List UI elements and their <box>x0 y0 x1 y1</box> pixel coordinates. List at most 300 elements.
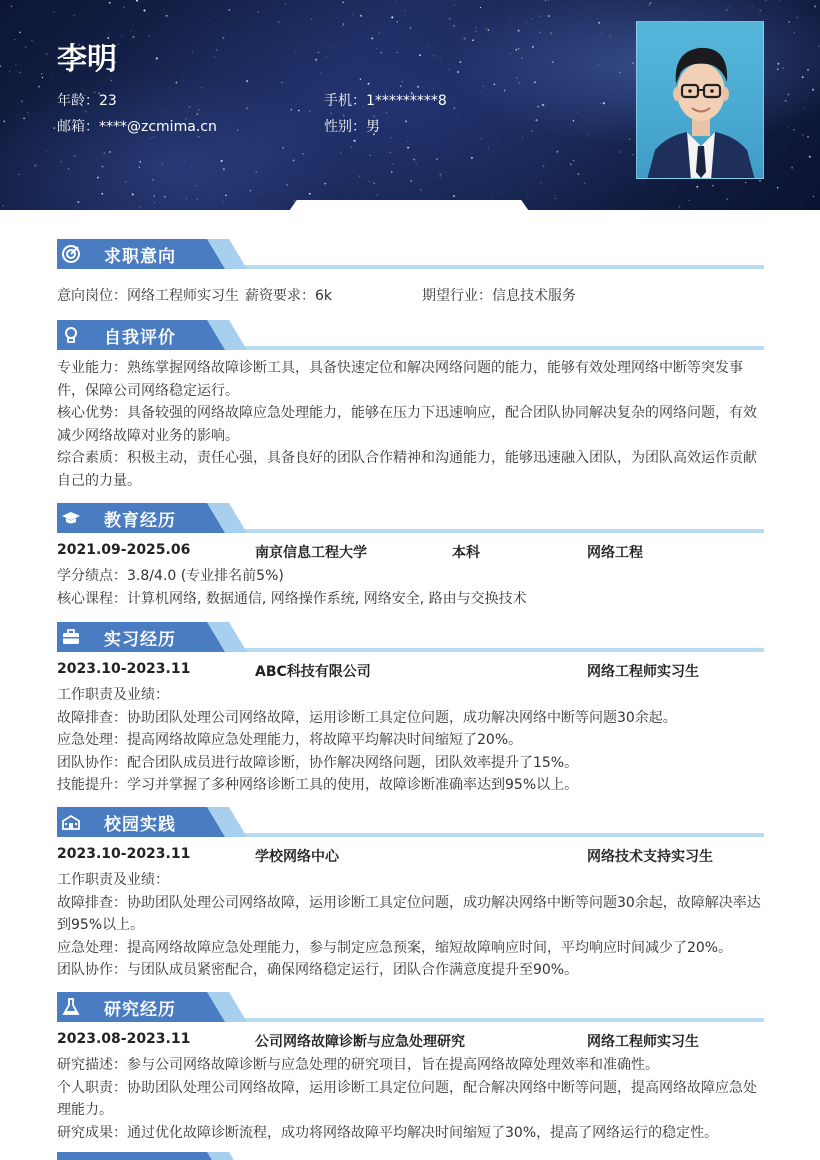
text-line: 故障排查：协助团队处理公司网络故障，运用诊断工具定位问题，成功解决网络中断等问题30余起。 <box>57 709 677 726</box>
school-building-icon <box>61 812 81 832</box>
star-dot <box>801 206 802 207</box>
star-dot <box>380 52 382 54</box>
star-dot <box>15 64 16 66</box>
section-title: 实习经历 <box>104 630 176 650</box>
text-line: 技能提升：学习并掌握了多种网络诊断工具的使用，故障诊断准确率达到95%以上。 <box>57 777 579 793</box>
star-dot <box>392 163 393 164</box>
star-dot <box>453 25 455 27</box>
star-dot <box>27 112 29 114</box>
text-line: 自己的力量。 <box>57 472 141 489</box>
header-notch-decoration <box>287 200 531 214</box>
star-dot <box>266 99 267 100</box>
star-dot <box>541 182 542 183</box>
star-dot <box>38 86 40 88</box>
star-dot <box>101 193 103 195</box>
star-dot <box>102 166 104 168</box>
star-dot <box>321 73 322 74</box>
star-dot <box>556 151 558 153</box>
star-dot <box>9 71 11 73</box>
research-role: 网络工程师实习生 <box>587 1034 699 1050</box>
intent-position: 意向岗位：网络工程师实习生 <box>57 288 239 304</box>
star-dot <box>196 113 198 115</box>
star-dot <box>515 49 517 51</box>
star-dot <box>46 53 47 54</box>
star-dot <box>397 21 398 22</box>
star-dot <box>25 46 27 48</box>
star-dot <box>797 60 798 61</box>
star-dot <box>360 79 361 80</box>
star-dot <box>511 18 512 19</box>
star-dot <box>331 112 332 113</box>
star-dot <box>354 140 356 142</box>
star-dot <box>539 183 540 184</box>
star-dot <box>410 27 412 29</box>
star-dot <box>390 152 391 153</box>
star-dot <box>794 32 795 33</box>
star-dot <box>582 141 583 142</box>
star-dot <box>214 197 215 198</box>
star-dot <box>186 198 187 199</box>
star-dot <box>491 197 492 198</box>
star-dot <box>464 38 466 40</box>
star-dot <box>600 103 601 104</box>
campus-details <box>57 869 764 982</box>
star-dot <box>271 6 272 7</box>
star-dot <box>293 159 295 161</box>
section-header-education <box>57 503 764 537</box>
star-dot <box>517 77 518 78</box>
age-value: 23 <box>99 93 117 109</box>
star-dot <box>584 183 585 184</box>
star-dot <box>483 86 484 87</box>
star-dot <box>148 35 150 37</box>
person-portrait-icon <box>637 22 764 179</box>
star-dot <box>315 59 317 61</box>
star-dot <box>454 107 456 109</box>
star-dot <box>226 74 227 75</box>
star-dot <box>150 138 151 139</box>
star-dot <box>818 46 819 47</box>
star-dot <box>793 129 794 130</box>
star-dot <box>727 199 728 200</box>
star-dot <box>807 136 809 138</box>
star-dot <box>223 37 225 39</box>
star-dot <box>476 30 477 31</box>
star-dot <box>573 120 574 121</box>
star-dot <box>445 5 446 6</box>
star-dot <box>226 123 227 124</box>
text-line: 应急处理：提高网络故障应急处理能力，将故障平均解决时间缩短了20%。 <box>57 732 523 748</box>
star-dot <box>291 109 292 110</box>
star-dot <box>376 194 378 196</box>
star-dot <box>143 9 145 11</box>
star-dot <box>68 168 69 169</box>
star-dot <box>52 74 53 75</box>
section-title: 教育经历 <box>104 511 176 531</box>
star-dot <box>545 0 546 1</box>
star-dot <box>807 69 809 71</box>
education-school: 南京信息工程大学 <box>255 545 367 561</box>
star-dot <box>407 141 408 142</box>
star-dot <box>183 73 184 74</box>
star-dot <box>202 158 203 159</box>
star-dot <box>522 137 523 138</box>
star-dot <box>298 110 300 112</box>
star-dot <box>440 177 441 178</box>
star-dot <box>97 177 99 179</box>
star-dot <box>405 120 407 122</box>
star-dot <box>555 195 556 196</box>
star-dot <box>420 189 422 191</box>
section-title: 研究经历 <box>104 1000 176 1020</box>
star-dot <box>324 183 326 185</box>
star-dot <box>156 57 158 59</box>
star-dot <box>788 127 789 128</box>
star-dot <box>400 61 401 62</box>
star-dot <box>347 73 348 74</box>
star-dot <box>648 5 649 6</box>
star-dot <box>765 0 766 1</box>
star-dot <box>139 206 140 207</box>
education-details <box>57 565 764 610</box>
star-dot <box>572 171 573 172</box>
star-dot <box>166 15 168 17</box>
star-dot <box>535 119 537 121</box>
star-dot <box>47 42 48 43</box>
star-dot <box>278 21 280 23</box>
star-dot <box>777 187 779 189</box>
star-dot <box>109 151 110 152</box>
star-dot <box>609 35 611 37</box>
star-dot <box>154 202 155 203</box>
star-dot <box>433 88 434 89</box>
star-dot <box>619 72 621 74</box>
star-dot <box>508 21 509 22</box>
star-dot <box>164 110 165 111</box>
star-dot <box>537 106 539 108</box>
star-dot <box>309 193 311 195</box>
lightbulb-icon <box>61 325 81 345</box>
star-dot <box>480 92 481 93</box>
text-line: 工作职责及业绩： <box>57 872 169 888</box>
star-dot <box>228 9 230 11</box>
star-dot <box>577 173 579 175</box>
star-dot <box>433 55 434 56</box>
star-dot <box>632 154 634 156</box>
star-dot <box>214 57 215 58</box>
star-dot <box>139 166 140 167</box>
star-dot <box>391 171 392 172</box>
text-line: 应急处理：提高网络故障应急处理能力，参与制定应急预案，缩短故障响应时间，平均响应时间减少了20%。 <box>57 939 733 956</box>
star-dot <box>286 184 288 186</box>
research-details <box>57 1054 764 1144</box>
campus-role: 网络技术支持实习生 <box>587 849 713 865</box>
star-dot <box>237 129 238 130</box>
star-dot <box>539 32 541 34</box>
star-dot <box>62 23 63 24</box>
star-dot <box>472 39 474 41</box>
text-line: 到95%以上。 <box>57 917 145 933</box>
star-dot <box>760 10 762 12</box>
star-dot <box>779 159 780 160</box>
star-dot <box>500 80 501 81</box>
star-dot <box>169 148 170 149</box>
star-dot <box>777 63 779 65</box>
target-icon <box>61 244 81 264</box>
star-dot <box>475 27 476 28</box>
star-dot <box>804 108 805 109</box>
star-dot <box>352 14 353 15</box>
section-title: 自我评价 <box>104 328 176 348</box>
star-dot <box>152 179 153 180</box>
star-dot <box>405 10 406 11</box>
star-dot <box>164 196 165 197</box>
star-dot <box>427 47 428 48</box>
star-dot <box>449 18 451 20</box>
star-dot <box>11 51 12 52</box>
section-header-research <box>57 992 764 1026</box>
star-dot <box>118 44 119 45</box>
section-band-accent <box>207 1152 247 1160</box>
star-dot <box>526 22 527 23</box>
star-dot <box>386 112 388 114</box>
star-dot <box>550 33 551 34</box>
star-dot <box>480 138 481 139</box>
star-dot <box>288 73 289 74</box>
star-dot <box>650 2 652 4</box>
star-dot <box>31 40 33 42</box>
header-banner <box>0 0 820 210</box>
text-line: 学分绩点：3.8/4.0 (专业排名前5%) <box>57 568 284 584</box>
star-dot <box>631 152 632 153</box>
star-dot <box>689 200 690 201</box>
email-value: ****@zcmima.cn <box>99 119 217 135</box>
star-dot <box>283 132 284 133</box>
star-dot <box>518 30 520 32</box>
star-dot <box>368 83 370 85</box>
section-title: 求职意向 <box>104 247 176 267</box>
star-dot <box>534 81 536 83</box>
star-dot <box>802 134 803 135</box>
star-dot <box>73 15 75 17</box>
star-dot <box>543 165 545 167</box>
star-dot <box>448 69 449 70</box>
star-dot <box>360 15 362 17</box>
star-dot <box>410 180 412 182</box>
star-dot <box>488 29 490 31</box>
star-dot <box>453 195 455 197</box>
star-dot <box>598 22 600 24</box>
star-dot <box>326 56 327 57</box>
star-dot <box>674 189 675 190</box>
star-dot <box>138 8 139 9</box>
star-dot <box>342 2 343 3</box>
section-header-campus <box>57 807 764 841</box>
star-dot <box>555 198 556 199</box>
star-dot <box>402 81 403 82</box>
star-dot <box>433 198 434 199</box>
gender-value: 男 <box>366 119 380 135</box>
star-dot <box>246 107 248 109</box>
campus-period: 2023.10-2023.11 <box>57 846 191 862</box>
star-dot <box>814 5 816 7</box>
star-dot <box>803 1 804 2</box>
star-dot <box>0 65 1 67</box>
star-dot <box>519 82 521 84</box>
star-dot <box>501 193 502 194</box>
star-dot <box>240 26 241 27</box>
star-dot <box>584 91 585 92</box>
star-dot <box>325 40 326 41</box>
star-dot <box>548 0 549 1</box>
star-dot <box>799 37 800 38</box>
star-dot <box>153 195 155 197</box>
star-dot <box>632 62 633 63</box>
star-dot <box>745 182 746 183</box>
star-dot <box>281 82 282 83</box>
star-dot <box>191 166 192 167</box>
star-dot <box>223 168 225 170</box>
star-dot <box>41 73 42 74</box>
star-dot <box>419 54 421 56</box>
star-dot <box>459 61 461 63</box>
star-dot <box>216 49 218 51</box>
star-dot <box>125 181 126 182</box>
star-dot <box>19 174 20 175</box>
star-dot <box>23 118 25 120</box>
section-header-next-partial <box>57 1152 764 1160</box>
star-dot <box>548 15 550 17</box>
star-dot <box>532 46 534 48</box>
email-label: 邮箱： <box>57 119 99 135</box>
star-dot <box>42 77 43 78</box>
star-dot <box>198 109 199 110</box>
star-dot <box>302 153 303 154</box>
star-dot <box>395 2 396 3</box>
education-degree: 本科 <box>452 545 480 561</box>
star-dot <box>494 84 496 86</box>
star-dot <box>153 137 154 138</box>
star-dot <box>262 192 263 193</box>
education-period: 2021.09-2025.06 <box>57 542 191 558</box>
star-dot <box>136 91 137 92</box>
gender-label: 性别： <box>324 119 366 135</box>
star-dot <box>712 185 714 187</box>
star-dot <box>416 164 417 165</box>
star-dot <box>359 175 360 176</box>
text-line: 理能力。 <box>57 1102 113 1118</box>
star-dot <box>122 184 123 185</box>
star-dot <box>225 195 227 197</box>
phone-value: 1*********8 <box>366 93 447 109</box>
star-dot <box>133 36 135 38</box>
campus-org: 学校网络中心 <box>255 849 339 865</box>
star-dot <box>295 52 296 53</box>
star-dot <box>215 149 216 150</box>
star-dot <box>192 51 193 52</box>
star-dot <box>195 185 196 186</box>
star-dot <box>504 90 505 91</box>
star-dot <box>391 16 393 18</box>
text-line: 团队协作：与团队成员紧密配合，确保网络稳定运行，团队合作满意度提升至90%。 <box>57 962 579 978</box>
section-header-self-evaluation <box>57 320 764 354</box>
star-dot <box>311 18 312 19</box>
star-dot <box>370 155 371 156</box>
star-dot <box>67 30 68 31</box>
star-dot <box>552 61 554 63</box>
star-dot <box>457 71 459 73</box>
star-dot <box>111 80 113 82</box>
star-dot <box>309 111 310 112</box>
star-dot <box>376 48 377 49</box>
phone-field <box>324 90 447 110</box>
star-dot <box>400 85 401 86</box>
star-dot <box>20 72 21 73</box>
star-dot <box>256 171 257 172</box>
internship-details <box>57 684 764 797</box>
star-dot <box>417 86 419 88</box>
star-dot <box>413 159 414 160</box>
star-dot <box>789 21 790 22</box>
star-dot <box>488 148 489 149</box>
star-dot <box>532 18 533 19</box>
star-dot <box>34 164 36 166</box>
star-dot <box>203 101 204 102</box>
star-dot <box>791 167 793 169</box>
star-dot <box>11 6 12 7</box>
star-dot <box>19 32 21 34</box>
text-line: 核心课程：计算机网络, 数据通信, 网络操作系统, 网络安全, 路由与交换技术 <box>57 590 527 607</box>
star-dot <box>402 118 403 119</box>
intent-salary: 薪资要求：6k <box>245 288 333 304</box>
star-dot <box>341 113 342 114</box>
star-dot <box>250 190 251 191</box>
star-dot <box>14 39 15 40</box>
star-dot <box>246 80 248 82</box>
phone-label: 手机： <box>324 93 366 109</box>
star-dot <box>352 193 353 194</box>
star-dot <box>620 151 621 152</box>
star-dot <box>601 33 602 34</box>
email-field <box>57 116 217 136</box>
star-dot <box>109 2 111 4</box>
star-dot <box>208 99 209 100</box>
star-dot <box>343 23 344 24</box>
star-dot <box>74 155 76 157</box>
star-dot <box>777 68 779 70</box>
briefcase-icon <box>61 627 81 647</box>
star-dot <box>802 76 804 78</box>
star-dot <box>253 99 254 100</box>
text-line: 综合素质：积极主动，责任心强，具备良好的团队合作精神和沟通能力，能够迅速融入团队，为团队高效运作贡献 <box>57 450 757 466</box>
star-dot <box>176 82 178 84</box>
star-dot <box>497 138 498 139</box>
internship-role: 网络工程师实习生 <box>587 664 699 680</box>
candidate-name: 李明 <box>57 42 117 77</box>
star-dot <box>538 15 539 16</box>
star-dot <box>597 64 598 65</box>
intent-industry: 期望行业：信息技术服务 <box>422 288 576 304</box>
star-dot <box>779 0 780 1</box>
text-line: 核心优势：具备较强的网络故障应急处理能力，能够在压力下迅速响应，配合团队协同解决复杂的网络问题，有效 <box>57 405 757 421</box>
star-dot <box>577 3 578 4</box>
self-evaluation-text <box>57 357 764 492</box>
star-dot <box>480 7 481 8</box>
star-dot <box>518 48 520 50</box>
age-field <box>57 90 117 110</box>
star-dot <box>342 26 343 27</box>
star-dot <box>407 147 409 149</box>
